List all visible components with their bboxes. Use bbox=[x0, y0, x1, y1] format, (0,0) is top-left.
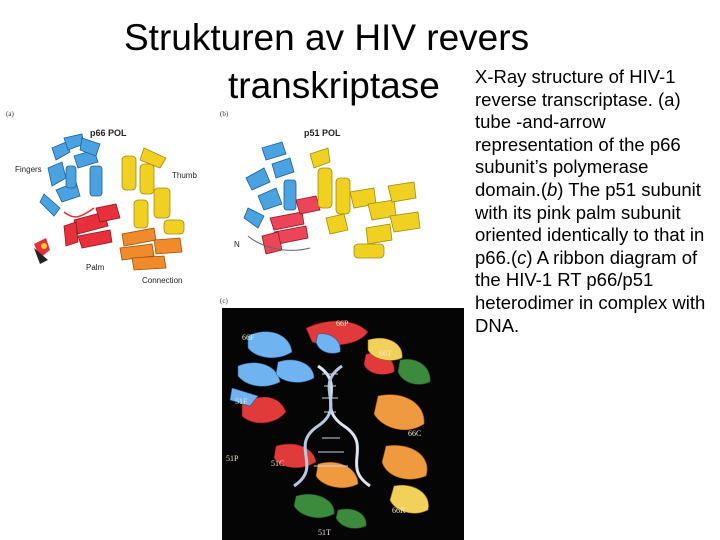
p66-structure-illustration bbox=[4, 108, 214, 288]
caption-text-3: ) A ribbon diagram of the HIV-1 RT p66/p51 heterodimer in complex with DNA. bbox=[475, 246, 706, 336]
label-palm: Palm bbox=[86, 263, 105, 272]
panel-a-tag: (a) bbox=[6, 110, 14, 118]
caption-panel-ref-b: b bbox=[546, 178, 558, 200]
label-connection: Connection bbox=[142, 276, 183, 285]
label-fingers: Fingers bbox=[15, 165, 42, 174]
label-51c: 51C bbox=[271, 459, 285, 468]
label-51f: 51F bbox=[235, 397, 248, 406]
panel-b-tag: (b) bbox=[220, 110, 229, 118]
label-66t: 66T bbox=[379, 349, 392, 358]
inset-thumbnail bbox=[31, 236, 53, 266]
label-66c: 66C bbox=[408, 429, 422, 438]
label-66f: 66F bbox=[242, 333, 255, 342]
figure-caption bbox=[475, 66, 713, 337]
caption-text-1: X-Ray structure of HIV-1 reverse transcriptase. (a) tube -and-arrow representation of the p66 subunit’s polymerase domain.( bbox=[475, 66, 681, 200]
label-66p: 66P bbox=[336, 319, 349, 328]
panel-a-title: p66 POL bbox=[90, 128, 127, 138]
label-thumb: Thumb bbox=[172, 171, 197, 180]
panel-b-title: p51 POL bbox=[304, 128, 341, 138]
p51-structure-illustration bbox=[218, 108, 464, 296]
heterodimer-ribbon-illustration bbox=[218, 296, 464, 540]
slide-title-line-1: Strukturen av HIV revers bbox=[124, 17, 530, 58]
label-51t: 51T bbox=[318, 528, 331, 537]
label-66r: 66R bbox=[392, 506, 406, 515]
panel-c bbox=[218, 296, 464, 540]
panel-a bbox=[4, 108, 214, 288]
label-n-terminus: N bbox=[234, 240, 240, 249]
caption-text-2: ) The p51 subunit with its pink palm subunit oriented identically to that in p66.( bbox=[475, 178, 705, 268]
panel-c-tag: (c) bbox=[220, 297, 228, 305]
caption-panel-ref-c: c bbox=[517, 246, 527, 268]
panel-b bbox=[218, 108, 464, 296]
slide-title-line-2: transkriptase bbox=[228, 65, 440, 106]
label-51p: 51P bbox=[226, 454, 239, 463]
